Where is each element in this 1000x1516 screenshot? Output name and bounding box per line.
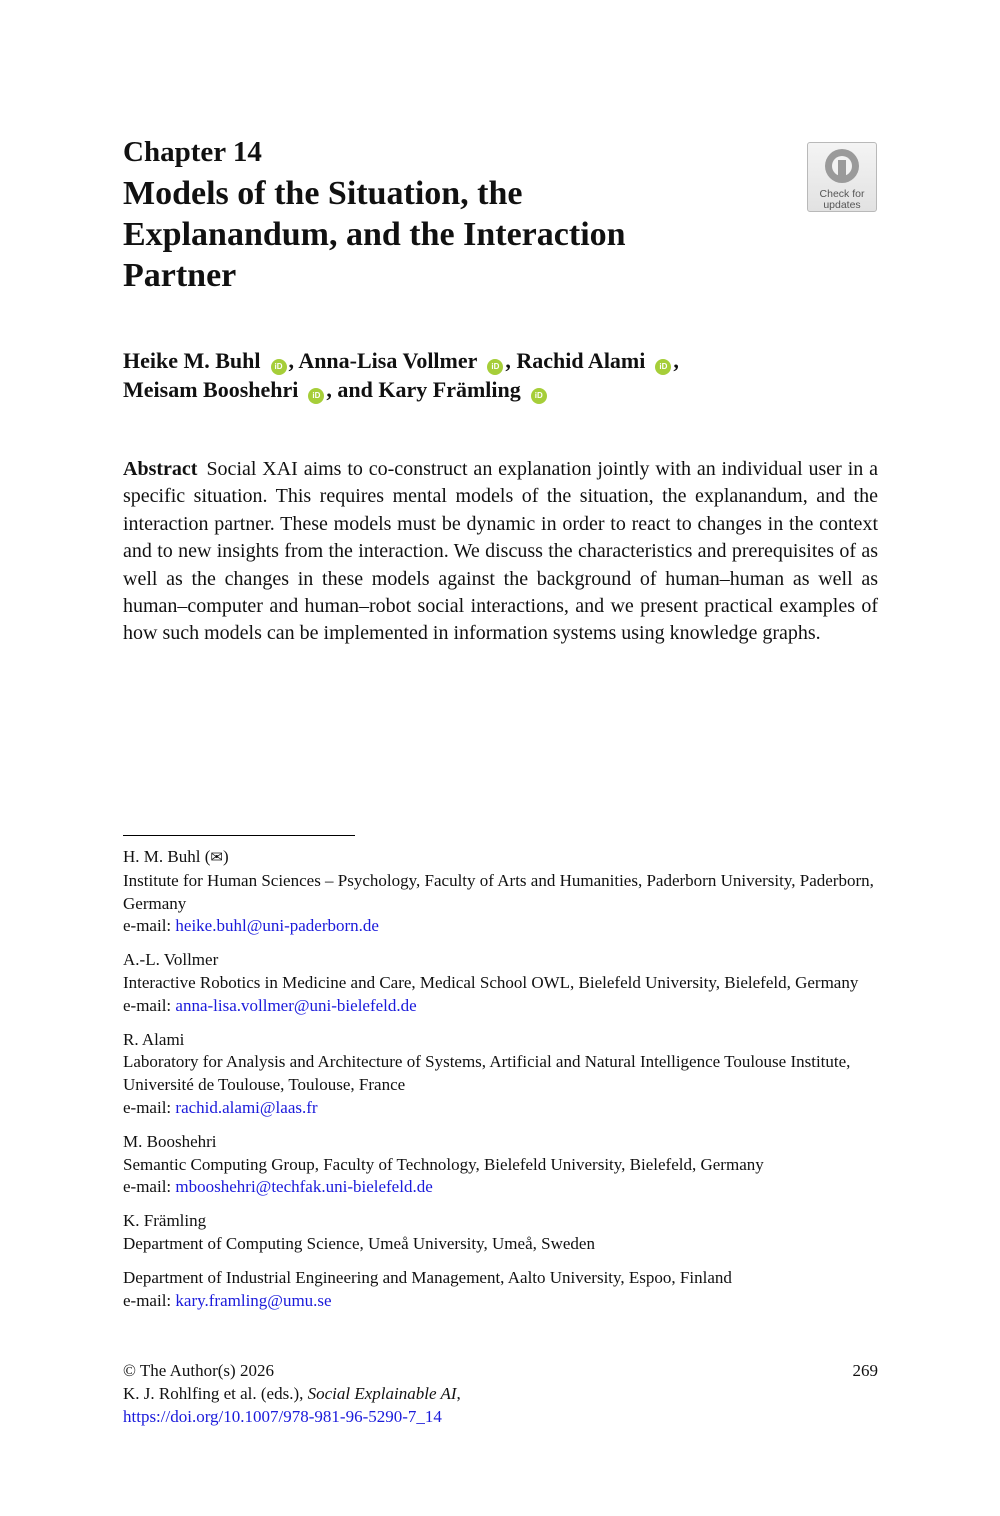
email-link[interactable]: rachid.alami@laas.fr [175,1097,318,1117]
abstract-text: Social XAI aims to co-construct an explanation jointly with an individual user in a specific situation. This requires mental models of the situation, the explanandum, and the interaction partner. These models must be dynamic in order to react to changes in the context and to new insights from the interaction. We discuss the characteristics and prerequisites of as well as the changes in these models against the background of human–human as well as human–computer and human–robot social interactions, and we present practical examples of how such models can be implemented in information systems using knowledge graphs. [123,458,878,645]
email-link[interactable]: anna-lisa.vollmer@uni-bielefeld.de [175,995,417,1015]
email-prefix: e-mail: [123,995,176,1015]
affiliation-name: K. Främling [123,1211,207,1231]
author-name: Rachid Alami [516,348,646,373]
book-citation [123,1383,878,1406]
chapter-label: Chapter 14 [123,136,262,168]
affiliation-name: R. Alami [123,1029,185,1049]
abstract-label: Abstract [123,458,198,480]
affiliation-address: Institute for Human Sciences – Psychology, Faculty of Arts and Humanities, Paderborn University, Paderborn, Germany [123,870,874,913]
doi-link[interactable]: https://doi.org/10.1007/978-981-96-5290-7_14 [123,1406,442,1426]
chapter-title: Models of the Situation, the Explanandum, and the Interaction Partner [123,175,626,294]
author-list [123,346,883,404]
author-separator: , [673,348,679,373]
email-prefix: e-mail: [123,1177,176,1197]
affiliation-name-suffix: ) [222,847,229,866]
affiliation-name: A.-L. Vollmer [123,950,219,970]
update-check-icon [824,148,860,184]
affiliation-address: Interactive Robotics in Medicine and Care, Medical School OWL, Bielefeld University, Bielefeld, Germany [123,972,859,992]
badge-line-2: updates [823,199,861,211]
orcid-icon[interactable]: iD [531,388,547,404]
affiliation-block [123,1267,883,1313]
book-editors: K. J. Rohlfing et al. (eds.), [123,1383,304,1403]
email-prefix: e-mail: [123,1097,176,1117]
author-name: Anna-Lisa Vollmer [298,348,478,373]
book-suffix: , [456,1383,461,1403]
email-link[interactable]: kary.framling@umu.se [175,1290,332,1310]
footnote-divider [123,835,355,836]
copyright: © The Author(s) 2026 [123,1361,274,1380]
email-link[interactable]: mbooshehri@techfak.uni-bielefeld.de [175,1177,433,1197]
author-name: Meisam Booshehri [123,377,299,402]
author-separator: , and [326,377,373,402]
book-title: Social Explainable AI [307,1383,457,1403]
author-separator: , [288,348,295,373]
affiliation-block [123,1131,883,1199]
page-footer [123,1360,878,1428]
affiliation-block [123,846,883,938]
author-name: Heike M. Buhl [123,348,261,373]
orcid-icon[interactable]: iD [308,388,324,404]
affiliations [123,846,883,1323]
affiliation-name: H. M. Buhl ( [123,847,211,866]
affiliation-block [123,1029,883,1120]
affiliation-address: Department of Computing Science, Umeå University, Umeå, Sweden [123,1233,595,1253]
email-link[interactable]: heike.buhl@uni-paderborn.de [175,916,379,936]
affiliation-block [123,1210,883,1256]
author-separator: , [505,348,511,373]
affiliation-address: Laboratory for Analysis and Architecture of Systems, Artificial and Natural Intelligence Toulouse Institute, Université de Toulouse, Toulouse, France [123,1052,851,1095]
orcid-icon[interactable]: iD [487,359,503,375]
badge-line-1: Check for [819,188,865,200]
affiliation-name: M. Booshehri [123,1131,217,1151]
email-prefix: e-mail: [123,1290,176,1310]
orcid-icon[interactable]: iD [655,359,671,375]
page-number: 269 [852,1361,878,1380]
check-for-updates-badge[interactable] [807,142,877,212]
affiliation-block [123,949,883,1017]
affiliation-address: Semantic Computing Group, Faculty of Technology, Bielefeld University, Bielefeld, Germany [123,1154,764,1174]
abstract [123,456,878,648]
envelope-icon: ✉ [210,850,223,866]
email-prefix: e-mail: [123,916,176,936]
orcid-icon[interactable]: iD [271,359,287,375]
affiliation-address: Department of Industrial Engineering and Management, Aalto University, Espoo, Finland [123,1267,732,1287]
author-name: Kary Främling [378,377,521,402]
